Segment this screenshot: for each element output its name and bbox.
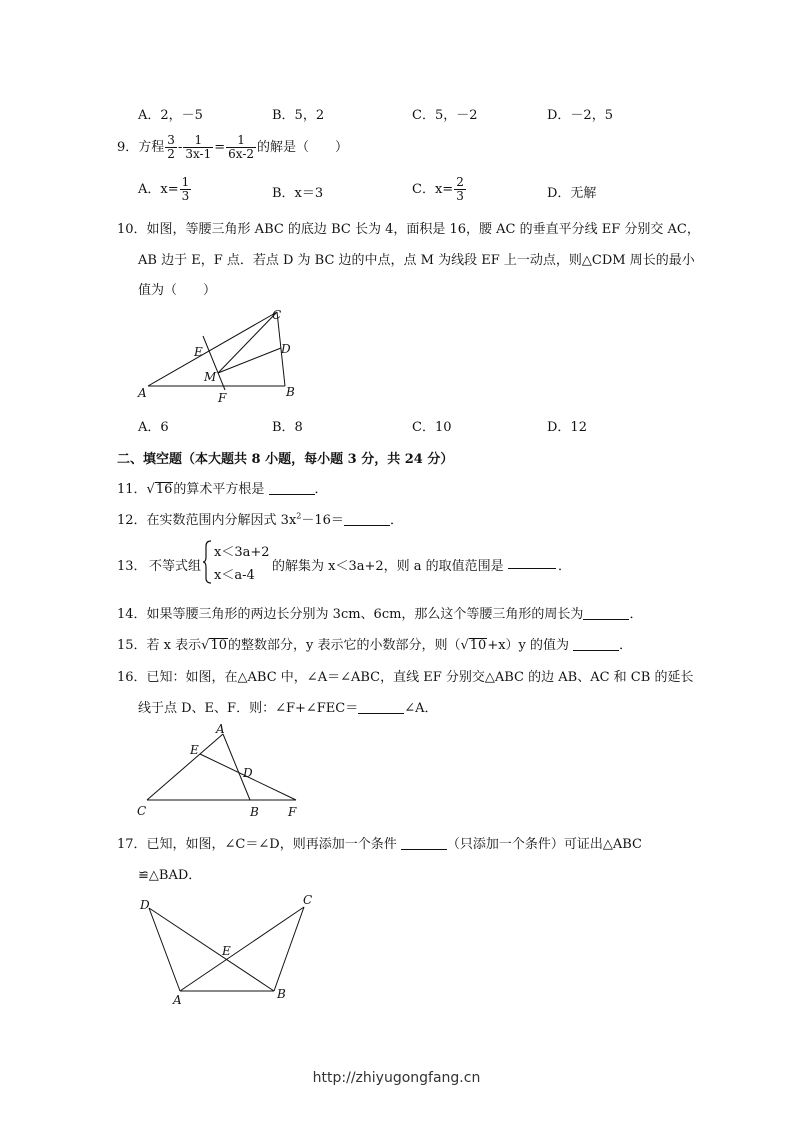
q10-segment-cm (218, 312, 277, 373)
section-2-title: 二、填空题（本大题共 8 小题，每小题 3 分，共 24 分） (117, 452, 454, 467)
q12: 12．在实数范围内分解因式 $3x^2-16=$ ． (117, 511, 403, 528)
q17-label-e: E (222, 944, 231, 958)
q10-label-e: E (194, 345, 203, 359)
sqrt-sign-icon: √ (201, 638, 210, 653)
q10-option-d: D．12 (547, 420, 587, 435)
q16-figure (130, 718, 320, 822)
q16-segment-ca (147, 734, 223, 800)
q11: 11．√16的算术平方根是 ． (117, 482, 328, 497)
q15-answer-blank[interactable] (573, 637, 619, 651)
q9-prefix: 方程 (138, 140, 165, 155)
q10-figure (130, 300, 310, 405)
q14-answer-blank[interactable] (583, 606, 629, 620)
sqrt-sign-icon: √ (146, 482, 155, 497)
q17-label-a: A (173, 993, 182, 1006)
q10-label-m: M (204, 370, 217, 384)
left-brace-icon (203, 540, 213, 584)
q16-line-1: 16．已知：如图，在△ABC 中，∠A＝∠ABC，直线 EF 分别交△ABC 的边 AB、AC 和 CB 的延长 (117, 670, 694, 685)
q13-inequality-2: x＜a-4 (214, 568, 255, 583)
q9-fraction-3: $\frac{1}{6x-2}$ (228, 133, 255, 161)
q17-label-d: D (140, 898, 150, 912)
q17-answer-blank[interactable] (401, 836, 447, 850)
q17-figure (130, 888, 330, 1006)
q10-line-3: 值为（ ） (138, 283, 217, 298)
q16-answer-blank[interactable] (358, 700, 404, 714)
q17-segment-da (149, 908, 180, 991)
q9-option-c: C．x= $\frac{2}{3}$ (412, 175, 464, 203)
q13-answer-blank[interactable] (508, 555, 556, 569)
q9-stem: 9．方程 $\frac{3}{2}$ - $\frac{1}{3x-1}$ = $\frac{1}{6x-2}$ 的解是（ ） (117, 133, 349, 161)
q10-line-1: 10．如图，等腰三角形 ABC 的底边 BC 长为 4，面积是 16，腰 AC 的垂直平分线 EF 分别交 AC， (117, 222, 700, 237)
q15: 15．若 x 表示√10的整数部分，y 表示它的小数部分，则（√10+x）y 的值为 ． (117, 638, 633, 653)
q17-line-1: 17．已知，如图，∠C＝∠D，则再添加一个条件 （只添加一个条件）可证出△ABC (117, 837, 642, 852)
q17-label-b: B (277, 987, 286, 1001)
q16-label-a: A (216, 722, 225, 736)
q16-label-d: D (243, 766, 253, 780)
q17-segment-bc (274, 907, 304, 991)
q10-label-a: A (138, 386, 147, 400)
q16-label-b: B (250, 805, 259, 819)
q16-label-c: C (137, 804, 147, 818)
q12-answer-blank[interactable] (344, 512, 390, 526)
q9-suffix: 的解是（ ） (257, 140, 349, 155)
q9-option-a: A．x= $\frac{1}{3}$ (138, 175, 190, 203)
q10-line-2: AB 边于 E，F 点．若点 D 为 BC 边的中点，点 M 为线段 EF 上一动点，则△CDM 周长的最小 (138, 253, 695, 268)
q10-label-b: B (286, 385, 295, 399)
q17-label-c: C (303, 893, 313, 907)
footer-url[interactable]: http://zhiyugongfang.cn (312, 1070, 481, 1086)
q8-option-d: D．－2，5 (547, 108, 613, 123)
q14: 14．如果等腰三角形的两边长分别为 3cm、6cm，那么这个等腰三角形的周长为 ． (117, 607, 643, 622)
q10-label-d: D (281, 342, 291, 356)
q9-fraction-1: $\frac{3}{2}$ (167, 133, 175, 161)
q16-line-2: 线于点 D、E、F．则：∠F+∠FEC＝ ∠A． (138, 701, 438, 716)
q9-option-d: D．无解 (547, 186, 597, 201)
q13-inequality-1: x＜3a+2 (214, 545, 270, 560)
q10-segment-dm (218, 348, 281, 373)
sqrt-sign-icon: √ (460, 638, 469, 653)
q8-option-c: C．5，－2 (412, 108, 478, 123)
q16-label-f: F (288, 805, 297, 819)
q10-option-a: A．6 (138, 420, 169, 435)
q10-option-c: C．10 (412, 420, 452, 435)
q10-label-c: C (272, 308, 282, 322)
q10-label-f: F (218, 391, 227, 405)
q11-answer-blank[interactable] (269, 481, 315, 495)
q17-line-2: ≌△BAD． (138, 868, 202, 883)
q9-option-b: B．x＝3 (272, 186, 324, 201)
q8-option-a: A．2，－5 (138, 108, 203, 123)
q9-fraction-2: $\frac{1}{3x-1}$ (185, 133, 212, 161)
q17-segment-db (149, 908, 274, 991)
q8-option-b: B．5，2 (272, 108, 325, 123)
q10-option-b: B．8 (272, 420, 303, 435)
q16-label-e: E (190, 743, 199, 757)
q17-segment-ac (180, 907, 304, 991)
q9-number: 9． (117, 140, 139, 155)
